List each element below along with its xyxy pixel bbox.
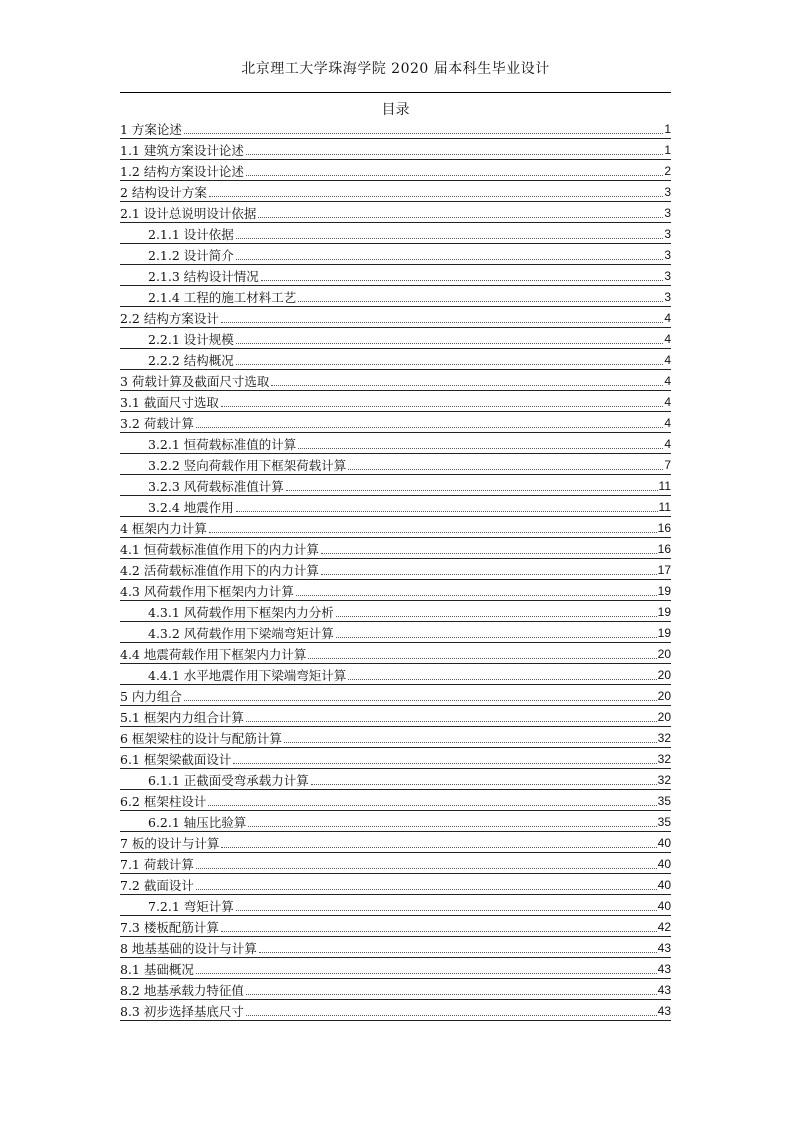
toc-entry[interactable] bbox=[120, 769, 671, 790]
toc-entry-page-number: 40 bbox=[657, 899, 671, 913]
toc-entry-label: 4.4 地震荷载作用下框架内力计算 bbox=[120, 647, 307, 662]
toc-entry-line bbox=[148, 288, 671, 305]
toc-leader-dots bbox=[321, 553, 657, 554]
toc-entry[interactable] bbox=[120, 601, 671, 622]
toc-entry-label: 6.2 框架柱设计 bbox=[120, 794, 207, 809]
toc-entry-line bbox=[120, 120, 671, 137]
toc-entry[interactable] bbox=[120, 664, 671, 685]
toc-leader-dots bbox=[336, 637, 657, 638]
toc-entry[interactable] bbox=[120, 223, 671, 244]
toc-entry-label: 4.2 活荷载标准值作用下的内力计算 bbox=[120, 563, 319, 578]
toc-entry-label: 7.3 楼板配筋计算 bbox=[120, 920, 219, 935]
toc-leader-dots bbox=[208, 805, 656, 806]
toc-leader-dots bbox=[298, 448, 663, 449]
toc-entry[interactable] bbox=[120, 328, 671, 349]
toc-leader-dots bbox=[236, 259, 664, 260]
toc-entry[interactable] bbox=[120, 475, 671, 496]
toc-entry-line bbox=[120, 162, 671, 179]
toc-leader-dots bbox=[221, 847, 656, 848]
toc-entry[interactable] bbox=[120, 874, 671, 895]
toc-entry-line bbox=[120, 960, 671, 977]
toc-entry[interactable] bbox=[120, 958, 671, 979]
toc-entry-line bbox=[148, 435, 671, 452]
toc-entry[interactable] bbox=[120, 496, 671, 517]
toc-leader-dots bbox=[196, 427, 663, 428]
toc-entry-line bbox=[120, 834, 671, 851]
toc-entry-label: 3.1 截面尺寸选取 bbox=[120, 395, 219, 410]
toc-entry-page-number: 4 bbox=[664, 416, 671, 430]
toc-entry-page-number: 3 bbox=[664, 227, 671, 241]
toc-entry-label: 7.2 截面设计 bbox=[120, 878, 194, 893]
toc-entry-label: 4.3 风荷载作用下框架内力计算 bbox=[120, 584, 294, 599]
toc-entry-label: 3.2.4 地震作用 bbox=[148, 500, 234, 515]
toc-leader-dots bbox=[236, 511, 658, 512]
toc-entry-page-number: 3 bbox=[664, 206, 671, 220]
toc-entry[interactable] bbox=[120, 139, 671, 160]
toc-leader-dots bbox=[258, 217, 663, 218]
toc-entry-page-number: 32 bbox=[657, 752, 671, 766]
table-of-contents bbox=[120, 118, 671, 1021]
toc-entry-page-number: 16 bbox=[657, 521, 671, 535]
toc-entry[interactable] bbox=[120, 244, 671, 265]
toc-entry[interactable] bbox=[120, 727, 671, 748]
toc-entry-page-number: 42 bbox=[657, 920, 671, 934]
toc-entry-page-number: 19 bbox=[657, 626, 671, 640]
toc-leader-dots bbox=[236, 364, 664, 365]
toc-entry[interactable] bbox=[120, 307, 671, 328]
toc-entry-page-number: 40 bbox=[657, 857, 671, 871]
toc-entry[interactable] bbox=[120, 454, 671, 475]
toc-entry-line bbox=[120, 729, 671, 746]
toc-entry-page-number: 43 bbox=[657, 1004, 671, 1018]
toc-entry[interactable] bbox=[120, 412, 671, 433]
toc-entry-page-number: 32 bbox=[657, 773, 671, 787]
toc-entry[interactable] bbox=[120, 979, 671, 1000]
toc-entry-label: 5 内力组合 bbox=[120, 689, 182, 704]
toc-entry-line bbox=[120, 414, 671, 431]
toc-leader-dots bbox=[246, 154, 663, 155]
toc-entry-page-number: 3 bbox=[664, 248, 671, 262]
toc-leader-dots bbox=[259, 952, 657, 953]
toc-entry-line bbox=[120, 141, 671, 158]
toc-entry-label: 4.3.1 风荷载作用下框架内力分析 bbox=[148, 605, 334, 620]
toc-entry-label: 3.2 荷载计算 bbox=[120, 416, 194, 431]
toc-entry-label: 2.1.1 设计依据 bbox=[148, 227, 234, 242]
toc-entry[interactable] bbox=[120, 349, 671, 370]
toc-entry-page-number: 1 bbox=[664, 143, 671, 157]
toc-leader-dots bbox=[296, 595, 657, 596]
toc-entry-page-number: 3 bbox=[664, 290, 671, 304]
toc-entry-line bbox=[120, 687, 671, 704]
toc-entry-page-number: 19 bbox=[657, 605, 671, 619]
toc-leader-dots bbox=[221, 931, 657, 932]
toc-entry-label: 6.1 框架梁截面设计 bbox=[120, 752, 232, 767]
toc-leader-dots bbox=[236, 238, 664, 239]
toc-leader-dots bbox=[184, 133, 663, 134]
toc-entry[interactable] bbox=[120, 643, 671, 664]
toc-leader-dots bbox=[221, 406, 663, 407]
toc-entry-label: 2.1.4 工程的施工材料工艺 bbox=[148, 290, 297, 305]
toc-entry-label: 1.2 结构方案设计论述 bbox=[120, 164, 244, 179]
toc-entry-line bbox=[120, 183, 671, 200]
toc-entry[interactable] bbox=[120, 517, 671, 538]
toc-entry-page-number: 4 bbox=[664, 332, 671, 346]
toc-entry-line bbox=[120, 981, 671, 998]
toc-entry-line bbox=[120, 939, 671, 956]
toc-entry-label: 6 框架梁柱的设计与配筋计算 bbox=[120, 731, 282, 746]
toc-entry-label: 2.2.1 设计规模 bbox=[148, 332, 234, 347]
toc-entry-label: 4 框架内力计算 bbox=[120, 521, 207, 536]
toc-entry-line bbox=[120, 792, 671, 809]
toc-leader-dots bbox=[261, 280, 664, 281]
toc-entry-page-number: 4 bbox=[664, 353, 671, 367]
toc-entry-label: 2.2 结构方案设计 bbox=[120, 311, 219, 326]
toc-entry-label: 3.2.1 恒荷载标准值的计算 bbox=[148, 437, 297, 452]
toc-entry-page-number: 16 bbox=[657, 542, 671, 556]
toc-entry-page-number: 2 bbox=[664, 164, 671, 178]
toc-leader-dots bbox=[233, 763, 656, 764]
toc-entry-line bbox=[148, 246, 671, 263]
toc-entry[interactable] bbox=[120, 1000, 671, 1021]
toc-entry[interactable] bbox=[120, 202, 671, 223]
toc-leader-dots bbox=[236, 910, 657, 911]
toc-entry-label: 2.1.2 设计简介 bbox=[148, 248, 234, 263]
toc-entry-page-number: 40 bbox=[657, 878, 671, 892]
header-rule bbox=[120, 92, 671, 93]
toc-leader-dots bbox=[348, 469, 663, 470]
toc-entry-label: 7.2.1 弯矩计算 bbox=[148, 899, 234, 914]
toc-entry-page-number: 4 bbox=[664, 395, 671, 409]
toc-entry-line bbox=[120, 918, 671, 935]
toc-entry-line bbox=[148, 330, 671, 347]
toc-entry-label: 8.3 初步选择基底尺寸 bbox=[120, 1004, 244, 1019]
toc-entry-page-number: 4 bbox=[664, 311, 671, 325]
toc-entry-page-number: 11 bbox=[658, 500, 671, 514]
toc-entry-label: 6.2.1 轴压比验算 bbox=[148, 815, 247, 830]
toc-entry-line bbox=[120, 855, 671, 872]
toc-entry-label: 2.2.2 结构概况 bbox=[148, 353, 234, 368]
toc-entry[interactable] bbox=[120, 433, 671, 454]
toc-entry-page-number: 3 bbox=[664, 185, 671, 199]
toc-entry[interactable] bbox=[120, 790, 671, 811]
toc-entry-label: 2 结构设计方案 bbox=[120, 185, 207, 200]
toc-entry-page-number: 4 bbox=[664, 374, 671, 388]
toc-leader-dots bbox=[336, 616, 657, 617]
toc-entry[interactable] bbox=[120, 391, 671, 412]
toc-entry[interactable] bbox=[120, 853, 671, 874]
toc-entry-page-number: 32 bbox=[657, 731, 671, 745]
toc-entry-label: 4.3.2 风荷载作用下梁端弯矩计算 bbox=[148, 626, 334, 641]
toc-leader-dots bbox=[286, 490, 658, 491]
toc-entry-page-number: 4 bbox=[664, 437, 671, 451]
toc-entry-label: 8.1 基础概况 bbox=[120, 962, 194, 977]
toc-entry-label: 3.2.2 竖向荷载作用下框架荷载计算 bbox=[148, 458, 347, 473]
toc-entry-line bbox=[148, 477, 671, 494]
toc-leader-dots bbox=[209, 532, 657, 533]
toc-leader-dots bbox=[298, 301, 663, 302]
toc-entry-page-number: 11 bbox=[658, 479, 671, 493]
toc-entry[interactable] bbox=[120, 538, 671, 559]
toc-entry-line bbox=[148, 456, 671, 473]
toc-entry-page-number: 19 bbox=[657, 584, 671, 598]
toc-entry-label: 3 荷载计算及截面尺寸选取 bbox=[120, 374, 270, 389]
toc-leader-dots bbox=[246, 994, 657, 995]
toc-leader-dots bbox=[246, 1015, 657, 1016]
toc-entry-page-number: 35 bbox=[657, 794, 671, 808]
toc-entry[interactable] bbox=[120, 181, 671, 202]
toc-leader-dots bbox=[209, 196, 663, 197]
toc-leader-dots bbox=[236, 343, 664, 344]
toc-leader-dots bbox=[308, 658, 656, 659]
toc-entry-page-number: 40 bbox=[657, 836, 671, 850]
toc-entry[interactable] bbox=[120, 937, 671, 958]
toc-entry-line bbox=[148, 666, 671, 683]
toc-entry[interactable] bbox=[120, 370, 671, 391]
toc-entry-page-number: 3 bbox=[664, 269, 671, 283]
toc-entry-label: 7 板的设计与计算 bbox=[120, 836, 220, 851]
toc-entry-label: 2.1 设计总说明设计依据 bbox=[120, 206, 257, 221]
toc-entry[interactable] bbox=[120, 706, 671, 727]
toc-entry-page-number: 43 bbox=[657, 983, 671, 997]
toc-entry-line bbox=[120, 582, 671, 599]
toc-entry-page-number: 20 bbox=[657, 710, 671, 724]
toc-leader-dots bbox=[348, 679, 656, 680]
toc-entry-label: 8 地基基础的设计与计算 bbox=[120, 941, 257, 956]
toc-entry-line bbox=[120, 519, 671, 536]
toc-entry-underline bbox=[120, 1020, 671, 1021]
toc-entry[interactable] bbox=[120, 118, 671, 139]
toc-leader-dots bbox=[284, 742, 657, 743]
toc-entry-line bbox=[148, 897, 671, 914]
toc-leader-dots bbox=[196, 973, 657, 974]
toc-entry-label: 6.1.1 正截面受弯承载力计算 bbox=[148, 773, 309, 788]
toc-entry-label: 8.2 地基承载力特征值 bbox=[120, 983, 244, 998]
toc-entry-page-number: 20 bbox=[657, 647, 671, 661]
toc-entry-line bbox=[120, 309, 671, 326]
toc-entry-line bbox=[148, 225, 671, 242]
toc-entry[interactable] bbox=[120, 895, 671, 916]
toc-entry-page-number: 1 bbox=[664, 122, 671, 136]
toc-entry-line bbox=[148, 771, 671, 788]
toc-entry[interactable] bbox=[120, 580, 671, 601]
toc-entry-line bbox=[148, 603, 671, 620]
toc-entry-line bbox=[120, 540, 671, 557]
toc-entry-page-number: 20 bbox=[657, 689, 671, 703]
toc-entry[interactable] bbox=[120, 286, 671, 307]
toc-entry-line bbox=[120, 372, 671, 389]
toc-entry-page-number: 20 bbox=[657, 668, 671, 682]
toc-entry[interactable] bbox=[120, 559, 671, 580]
toc-entry-label: 2.1.3 结构设计情况 bbox=[148, 269, 259, 284]
toc-entry-line bbox=[148, 624, 671, 641]
toc-entry-page-number: 43 bbox=[657, 941, 671, 955]
toc-entry[interactable] bbox=[120, 832, 671, 853]
toc-entry-label: 4.1 恒荷载标准值作用下的内力计算 bbox=[120, 542, 319, 557]
toc-leader-dots bbox=[246, 175, 663, 176]
toc-entry-line bbox=[120, 876, 671, 893]
toc-entry[interactable] bbox=[120, 622, 671, 643]
toc-entry-line bbox=[120, 204, 671, 221]
toc-leader-dots bbox=[321, 574, 657, 575]
toc-entry[interactable] bbox=[120, 916, 671, 937]
toc-entry-label: 1 方案论述 bbox=[120, 122, 182, 137]
toc-entry[interactable] bbox=[120, 265, 671, 286]
toc-leader-dots bbox=[246, 721, 657, 722]
toc-entry-page-number: 43 bbox=[657, 962, 671, 976]
toc-entry-line bbox=[148, 267, 671, 284]
toc-leader-dots bbox=[311, 784, 657, 785]
toc-entry-line bbox=[120, 708, 671, 725]
toc-entry-page-number: 7 bbox=[664, 458, 671, 472]
toc-leader-dots bbox=[271, 385, 663, 386]
page-header: 北京理工大学珠海学院 2020 届本科生毕业设计 bbox=[241, 61, 550, 77]
toc-entry-label: 3.2.3 风荷载标准值计算 bbox=[148, 479, 284, 494]
toc-entry[interactable] bbox=[120, 685, 671, 706]
toc-entry[interactable] bbox=[120, 748, 671, 769]
toc-entry-label: 1.1 建筑方案设计论述 bbox=[120, 143, 244, 158]
toc-entry-page-number: 17 bbox=[657, 563, 671, 577]
toc-entry[interactable] bbox=[120, 160, 671, 181]
toc-entry-line bbox=[120, 393, 671, 410]
toc-leader-dots bbox=[184, 700, 657, 701]
toc-entry-line bbox=[148, 498, 671, 515]
toc-leader-dots bbox=[248, 826, 656, 827]
toc-entry-line bbox=[148, 813, 671, 830]
toc-entry-line bbox=[120, 1002, 671, 1019]
toc-entry-label: 4.4.1 水平地震作用下梁端弯矩计算 bbox=[148, 668, 347, 683]
toc-leader-dots bbox=[221, 322, 663, 323]
toc-entry-label: 5.1 框架内力组合计算 bbox=[120, 710, 244, 725]
toc-entry-line bbox=[120, 750, 671, 767]
toc-entry-line bbox=[120, 561, 671, 578]
toc-leader-dots bbox=[196, 868, 657, 869]
toc-entry-line bbox=[148, 351, 671, 368]
toc-entry[interactable] bbox=[120, 811, 671, 832]
toc-title: 目录 bbox=[381, 102, 410, 118]
toc-leader-dots bbox=[196, 889, 657, 890]
toc-entry-label: 7.1 荷载计算 bbox=[120, 857, 194, 872]
toc-entry-line bbox=[120, 645, 671, 662]
toc-entry-page-number: 35 bbox=[657, 815, 671, 829]
